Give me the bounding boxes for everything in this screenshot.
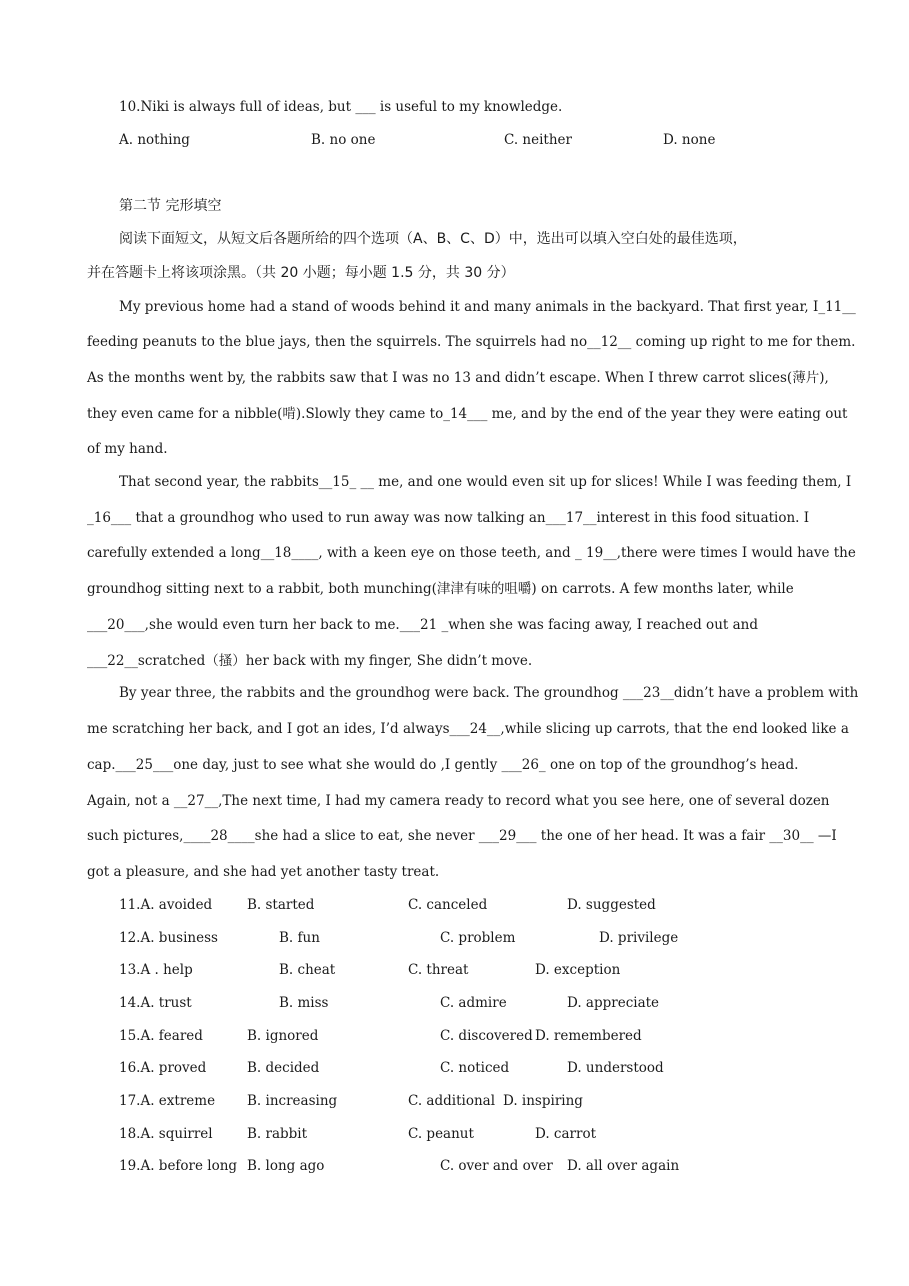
passage-line: got a pleasure, and she had yet another tasty treat. <box>87 864 440 880</box>
question-option-c: C. canceled <box>408 897 488 913</box>
question-option-c: C. over and over <box>440 1158 553 1174</box>
passage-line: Again, not a __27__,The next time, I had my camera ready to record what you see here, one of several dozen <box>87 793 830 809</box>
question-option-a: 18.A. squirrel <box>119 1126 213 1142</box>
passage-line: ___20___,she would even turn her back to me.___21 _when she was facing away, I reached out and <box>87 617 758 633</box>
q10-option-c: C. neither <box>504 132 572 148</box>
question-option-d: D. remembered <box>535 1028 642 1044</box>
passage-line: ___22__scratched（搔）her back with my finger, She didn’t move. <box>87 653 533 669</box>
question-option-a: 19.A. before long <box>119 1158 238 1174</box>
question-option-d: D. carrot <box>535 1126 596 1142</box>
question-option-d: D. all over again <box>567 1158 680 1174</box>
question-option-a: 16.A. proved <box>119 1060 207 1076</box>
question-option-a: 13.A . help <box>119 962 193 978</box>
question-option-d: D. privilege <box>599 930 679 946</box>
q10-option-a: A. nothing <box>119 132 190 148</box>
passage-line: feeding peanuts to the blue jays, then the squirrels. The squirrels had no__12__ coming up right to me for them. <box>87 334 856 350</box>
passage-line: of my hand. <box>87 441 168 457</box>
question-option-b: B. cheat <box>279 962 336 978</box>
question-option-a: 14.A. trust <box>119 995 192 1011</box>
question-option-b: B. fun <box>279 930 320 946</box>
question-option-d: D. suggested <box>567 897 656 913</box>
question-option-d: D. inspiring <box>503 1093 583 1109</box>
question-option-d: D. appreciate <box>567 995 660 1011</box>
passage-line: By year three, the rabbits and the groundhog were back. The groundhog ___23__didn’t have a problem with <box>119 685 859 701</box>
passage-line: As the months went by, the rabbits saw that I was no 13 and didn’t escape. When I threw carrot slices(薄片), <box>87 370 829 386</box>
question-option-a: 11.A. avoided <box>119 897 213 913</box>
question-option-c: C. threat <box>408 962 469 978</box>
passage-line: they even came for a nibble(啃).Slowly they came to_14___ me, and by the end of the year they were eating out <box>87 406 848 422</box>
section-instruction-1: 阅读下面短文，从短文后各题所给的四个选项（A、B、C、D）中，选出可以填入空白处的最佳选项， <box>119 231 747 247</box>
question-option-b: B. decided <box>247 1060 320 1076</box>
passage-line: me scratching her back, and I got an ides, I’d always___24__,while slicing up carrots, that the end looked like a <box>87 721 849 737</box>
question-option-a: 17.A. extreme <box>119 1093 216 1109</box>
passage-line: such pictures,____28____she had a slice to eat, she never ___29___ the one of her head. It was a fair __30__ —I <box>87 828 837 844</box>
question-option-a: 15.A. feared <box>119 1028 203 1044</box>
question-option-b: B. started <box>247 897 315 913</box>
section-instruction-2: 并在答题卡上将该项涂黑。（共 20 小题；每小题 1.5 分，共 30 分） <box>87 265 515 281</box>
question-option-a: 12.A. business <box>119 930 218 946</box>
question-option-b: B. increasing <box>247 1093 338 1109</box>
passage-line: That second year, the rabbits__15_ __ me, and one would even sit up for slices! While I was feeding them, I <box>119 474 852 490</box>
passage-line: carefully extended a long__18____, with a keen eye on those teeth, and _ 19__,there were times I would have the <box>87 545 856 561</box>
q10-option-d: D. none <box>663 132 716 148</box>
question-option-b: B. miss <box>279 995 329 1011</box>
question-option-b: B. long ago <box>247 1158 325 1174</box>
question-option-d: D. exception <box>535 962 621 978</box>
question-option-c: C. problem <box>440 930 516 946</box>
passage-line: _16___ that a groundhog who used to run away was now talking an___17__interest in this food situation. I <box>87 510 810 526</box>
question-option-c: C. admire <box>440 995 507 1011</box>
question-option-c: C. additional <box>408 1093 496 1109</box>
question-option-d: D. understood <box>567 1060 664 1076</box>
passage-line: groundhog sitting next to a rabbit, both munching(津津有味的咀嚼) on carrots. A few months later, while <box>87 581 794 597</box>
question-option-c: C. peanut <box>408 1126 474 1142</box>
question-option-c: C. noticed <box>440 1060 510 1076</box>
question-option-b: B. rabbit <box>247 1126 308 1142</box>
passage-line: cap.___25___one day, just to see what she would do ,I gently ___26_ one on top of the groundhog’s head. <box>87 757 799 773</box>
section-title: 第二节 完形填空 <box>119 198 222 214</box>
q10-option-b: B. no one <box>311 132 376 148</box>
q10-stem: 10.Niki is always full of ideas, but ___ is useful to my knowledge. <box>119 99 563 115</box>
question-option-c: C. discovered <box>440 1028 533 1044</box>
passage-line: My previous home had a stand of woods behind it and many animals in the backyard. That first year, I_11__ <box>119 299 856 315</box>
question-option-b: B. ignored <box>247 1028 319 1044</box>
